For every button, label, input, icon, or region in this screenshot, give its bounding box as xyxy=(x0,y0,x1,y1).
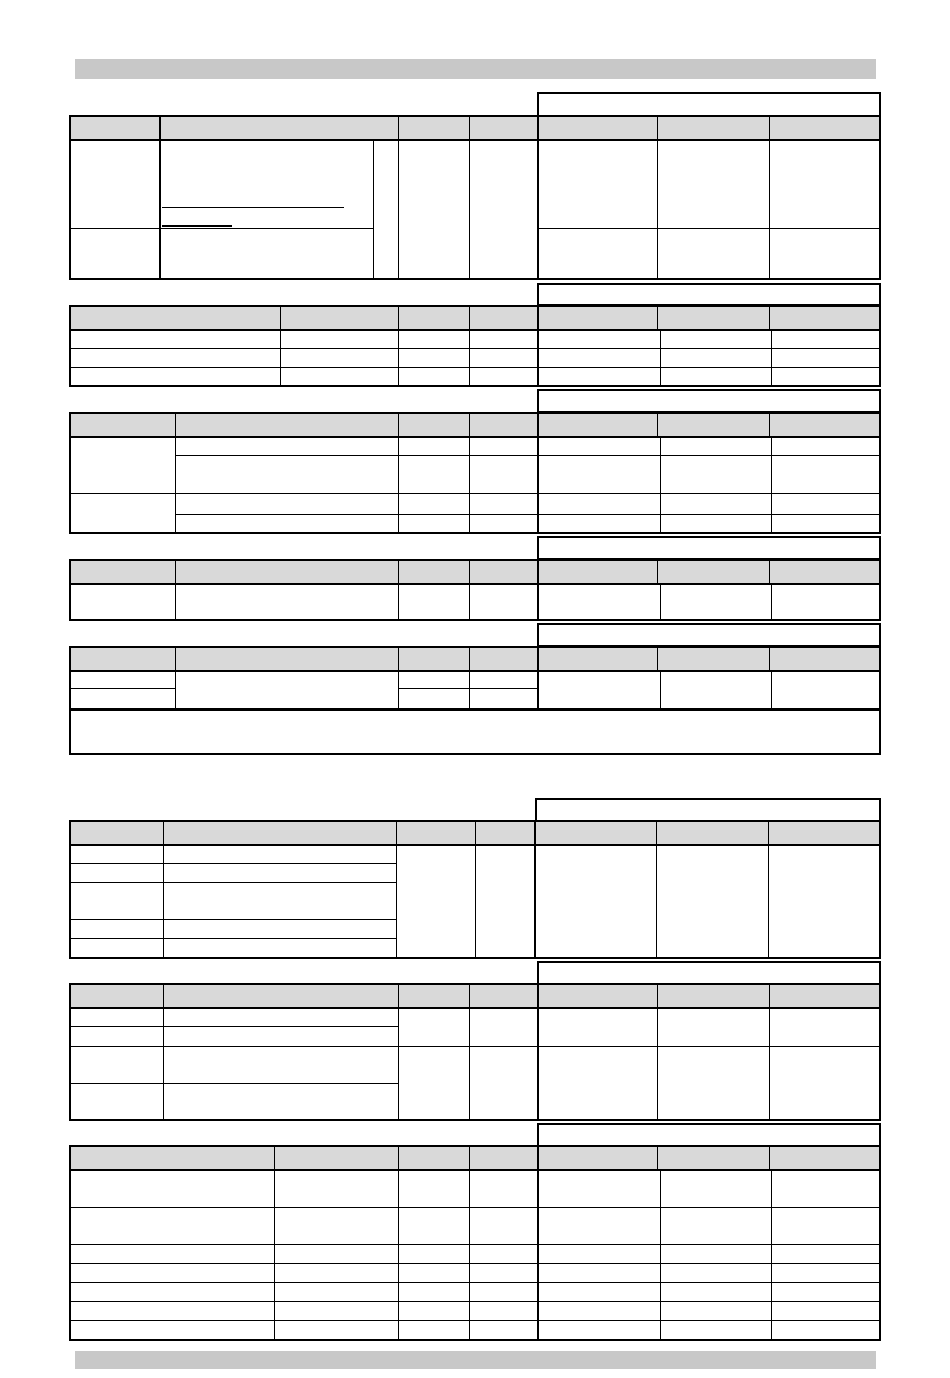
table-1 xyxy=(69,115,881,280)
top-band xyxy=(75,59,876,79)
table-7-header xyxy=(71,985,879,1009)
table-6-caption-box xyxy=(535,798,881,822)
table-7-caption-box xyxy=(537,961,881,985)
table-5 xyxy=(69,646,881,710)
table-7 xyxy=(69,983,881,1121)
table-1-header xyxy=(71,117,879,141)
table-2 xyxy=(69,305,881,387)
table-8 xyxy=(69,1145,881,1341)
table-8-header xyxy=(71,1147,879,1171)
table-3-caption-box xyxy=(537,389,881,413)
note-box xyxy=(69,709,881,755)
table-3 xyxy=(69,412,881,534)
table-2-header xyxy=(71,307,879,331)
table-5-caption-box xyxy=(537,623,881,647)
table-4 xyxy=(69,559,881,621)
table-5-header xyxy=(71,648,879,672)
bottom-band xyxy=(75,1351,876,1369)
table-4-caption-box xyxy=(537,536,881,560)
table-4-header xyxy=(71,561,879,585)
table-1-caption-box xyxy=(537,92,881,117)
table-8-caption-box xyxy=(537,1123,881,1147)
table-6 xyxy=(69,820,881,959)
table-3-header xyxy=(71,414,879,438)
table-2-caption-box xyxy=(537,283,881,306)
